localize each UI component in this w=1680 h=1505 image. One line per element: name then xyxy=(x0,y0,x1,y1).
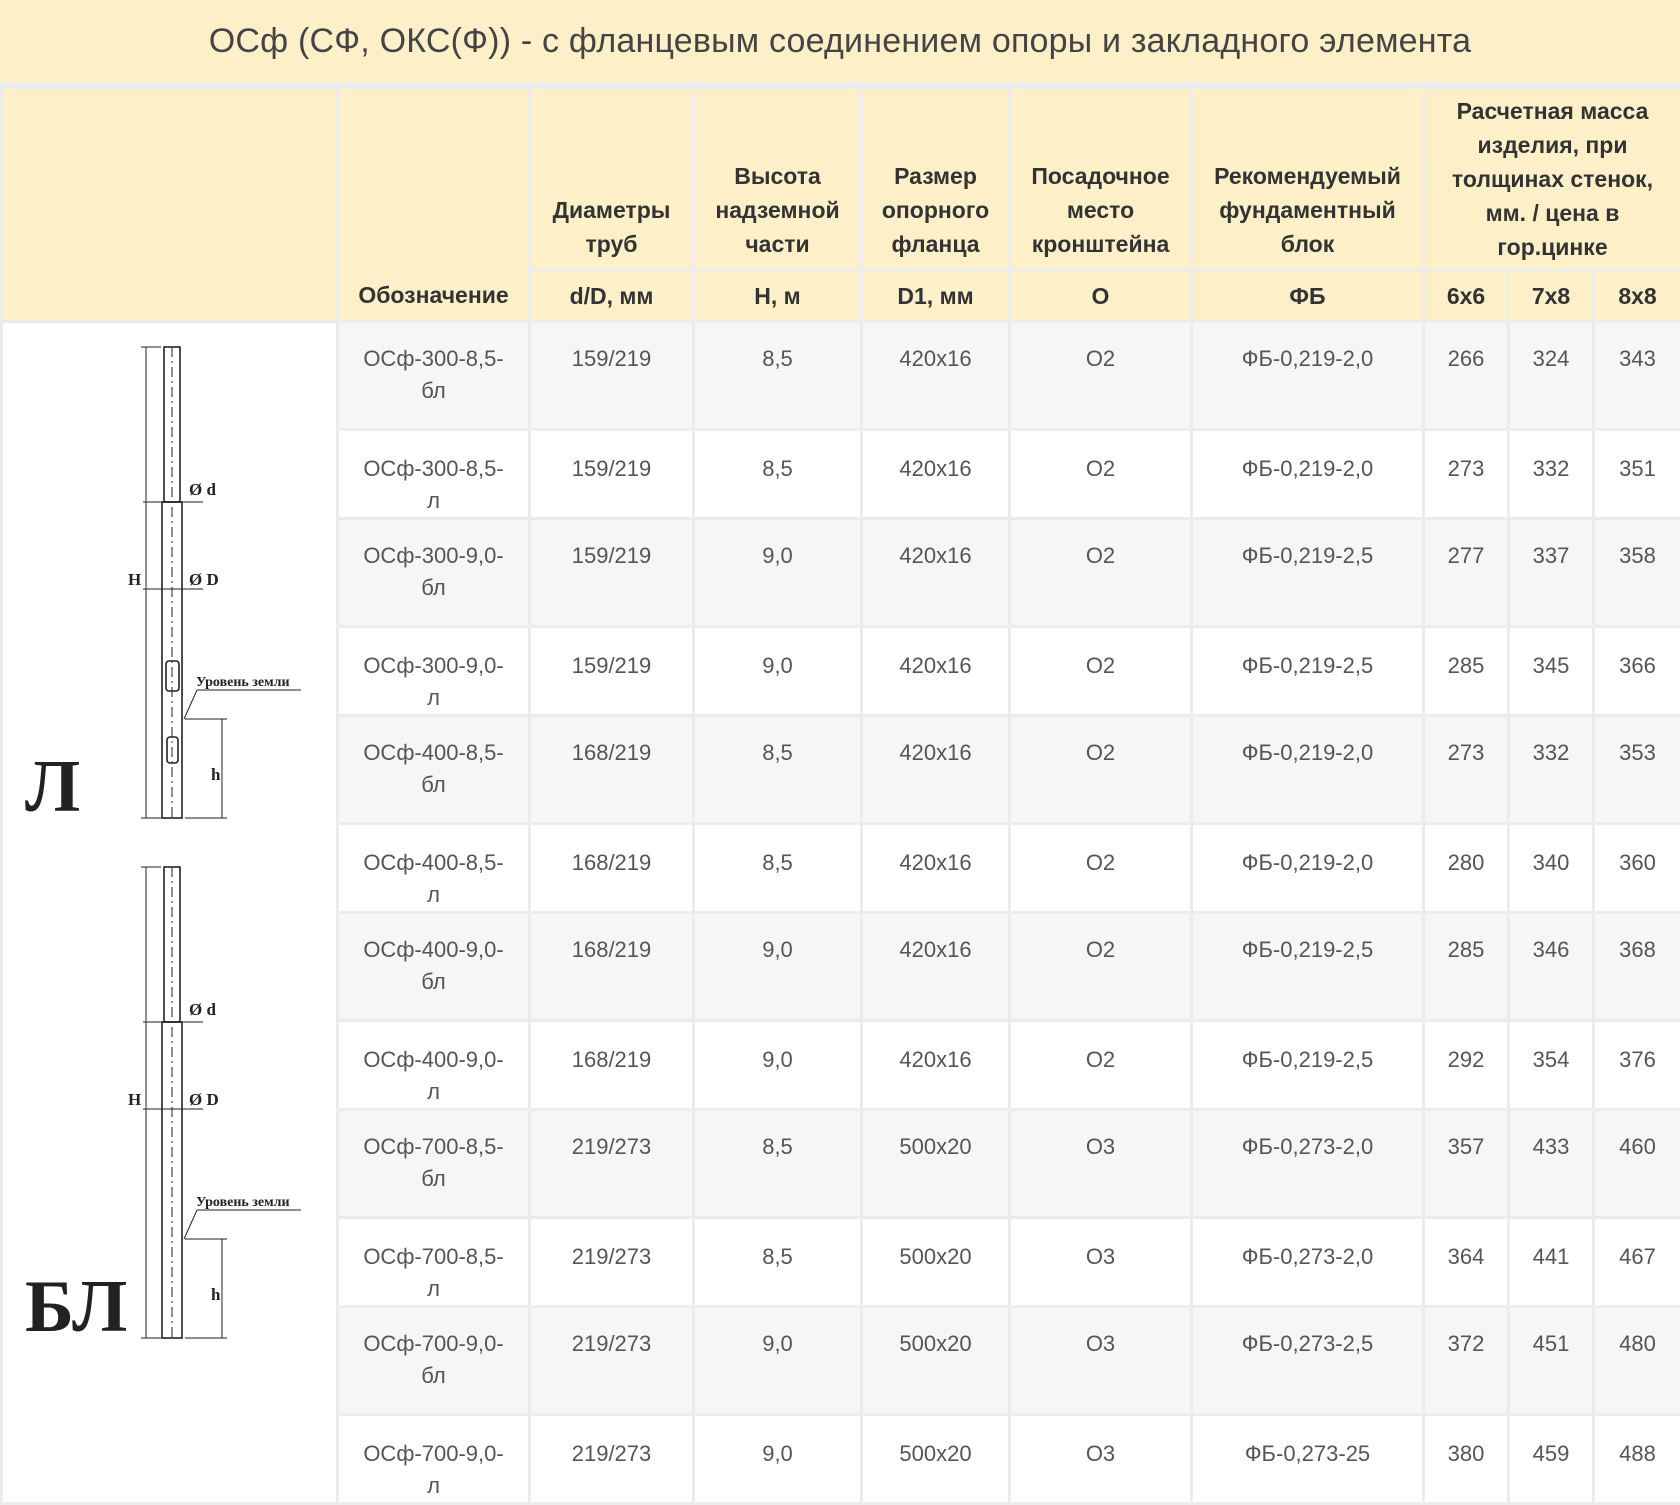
cell-mass-2: 324 xyxy=(1509,322,1594,430)
cell-bracket: О3 xyxy=(1010,1307,1192,1415)
cell-bracket: О2 xyxy=(1010,716,1192,824)
cell-foundation: ФБ-0,219-2,5 xyxy=(1192,913,1424,1021)
cell-diameters: 168/219 xyxy=(530,1021,694,1110)
header-foundation: Рекомендуемый фундаментный блок xyxy=(1192,88,1424,271)
cell-mass-2: 433 xyxy=(1509,1110,1594,1218)
header-flange-units: D1, мм xyxy=(862,271,1010,322)
header-bracket: Посадочное место кронштейна xyxy=(1010,88,1192,271)
cell-flange: 420х16 xyxy=(862,913,1010,1021)
cell-height: 9,0 xyxy=(694,1307,862,1415)
cell-mass-3: 343 xyxy=(1594,322,1680,430)
cell-diameters: 219/273 xyxy=(530,1415,694,1504)
cell-bracket: О2 xyxy=(1010,824,1192,913)
cell-mass-1: 280 xyxy=(1424,824,1509,913)
cell-designation: ОСф-300-8,5-бл xyxy=(338,322,530,430)
cell-mass-1: 277 xyxy=(1424,519,1509,627)
table-row xyxy=(2,322,1680,430)
cell-diameters: 168/219 xyxy=(530,716,694,824)
cell-designation: ОСф-700-9,0-бл xyxy=(338,1307,530,1415)
cell-foundation: ФБ-0,219-2,0 xyxy=(1192,322,1424,430)
spec-table xyxy=(0,86,1680,1505)
cell-height: 9,0 xyxy=(694,1415,862,1504)
cell-mass-2: 332 xyxy=(1509,430,1594,519)
cell-mass-3: 467 xyxy=(1594,1218,1680,1307)
cell-mass-3: 360 xyxy=(1594,824,1680,913)
cell-mass-2: 346 xyxy=(1509,913,1594,1021)
header-wall-size-2: 7х8 xyxy=(1509,271,1594,322)
cell-designation: ОСф-400-9,0-бл xyxy=(338,913,530,1021)
cell-designation: ОСф-300-9,0-л xyxy=(338,627,530,716)
cell-designation: ОСф-400-8,5-бл xyxy=(338,716,530,824)
cell-designation: ОСф-700-8,5-л xyxy=(338,1218,530,1307)
cell-diameters: 219/273 xyxy=(530,1307,694,1415)
cell-designation: ОСф-400-9,0-л xyxy=(338,1021,530,1110)
cell-mass-1: 285 xyxy=(1424,913,1509,1021)
cell-mass-1: 380 xyxy=(1424,1415,1509,1504)
cell-foundation: ФБ-0,219-2,0 xyxy=(1192,716,1424,824)
cell-mass-2: 441 xyxy=(1509,1218,1594,1307)
header-corner xyxy=(2,88,338,322)
cell-height: 9,0 xyxy=(694,519,862,627)
cell-bracket: О2 xyxy=(1010,519,1192,627)
cell-mass-3: 488 xyxy=(1594,1415,1680,1504)
cell-foundation: ФБ-0,273-2,0 xyxy=(1192,1110,1424,1218)
cell-diameters: 219/273 xyxy=(530,1110,694,1218)
cell-mass-1: 273 xyxy=(1424,430,1509,519)
cell-mass-2: 340 xyxy=(1509,824,1594,913)
cell-diameters: 219/273 xyxy=(530,1218,694,1307)
cell-mass-3: 358 xyxy=(1594,519,1680,627)
cell-mass-1: 285 xyxy=(1424,627,1509,716)
pole-bl-small-d-label: Ø d xyxy=(189,1000,216,1019)
cell-diameters: 159/219 xyxy=(530,322,694,430)
cell-flange: 420х16 xyxy=(862,716,1010,824)
cell-height: 8,5 xyxy=(694,1218,862,1307)
table-body xyxy=(2,322,1680,1504)
cell-mass-2: 345 xyxy=(1509,627,1594,716)
header-wall-size-3: 8х8 xyxy=(1594,271,1680,322)
cell-designation: ОСф-700-9,0-л xyxy=(338,1415,530,1504)
header-mass: Расчетная масса изделия, при толщинах стенок, мм. / цена в гор.цинке xyxy=(1424,88,1680,271)
cell-foundation: ФБ-0,219-2,5 xyxy=(1192,627,1424,716)
cell-height: 8,5 xyxy=(694,430,862,519)
pole-bl-depth-label: h xyxy=(211,1285,221,1304)
cell-flange: 500х20 xyxy=(862,1307,1010,1415)
cell-mass-1: 357 xyxy=(1424,1110,1509,1218)
header-height: Высота надземной части xyxy=(694,88,862,271)
cell-mass-3: 368 xyxy=(1594,913,1680,1021)
header-diameters: Диаметры труб xyxy=(530,88,694,271)
cell-diameters: 168/219 xyxy=(530,824,694,913)
header-diameters-units: d/D, мм xyxy=(530,271,694,322)
cell-mass-3: 353 xyxy=(1594,716,1680,824)
cell-height: 9,0 xyxy=(694,1021,862,1110)
cell-mass-1: 273 xyxy=(1424,716,1509,824)
cell-mass-2: 459 xyxy=(1509,1415,1594,1504)
cell-mass-2: 451 xyxy=(1509,1307,1594,1415)
pole-l-ground-label: Уровень земли xyxy=(196,675,290,690)
cell-flange: 500х20 xyxy=(862,1110,1010,1218)
cell-foundation: ФБ-0,219-2,0 xyxy=(1192,824,1424,913)
cell-diameters: 159/219 xyxy=(530,519,694,627)
cell-designation: ОСф-300-9,0-бл xyxy=(338,519,530,627)
cell-mass-3: 460 xyxy=(1594,1110,1680,1218)
cell-bracket: О3 xyxy=(1010,1415,1192,1504)
pole-l-small-d-label: Ø d xyxy=(189,480,216,499)
cell-bracket: О2 xyxy=(1010,627,1192,716)
cell-diameters: 159/219 xyxy=(530,430,694,519)
cell-flange: 420х16 xyxy=(862,519,1010,627)
cell-designation: ОСф-700-8,5-бл xyxy=(338,1110,530,1218)
cell-designation: ОСф-300-8,5-л xyxy=(338,430,530,519)
cell-foundation: ФБ-0,273-25 xyxy=(1192,1415,1424,1504)
cell-height: 8,5 xyxy=(694,322,862,430)
cell-bracket: О2 xyxy=(1010,430,1192,519)
cell-foundation: ФБ-0,273-2,0 xyxy=(1192,1218,1424,1307)
cell-height: 8,5 xyxy=(694,824,862,913)
header-designation: Обозначение xyxy=(338,88,530,322)
header-wall-size-1: 6х6 xyxy=(1424,271,1509,322)
pole-bl-big-d-label: Ø D xyxy=(189,1090,219,1109)
cell-mass-2: 354 xyxy=(1509,1021,1594,1110)
page-title: ОСф (СФ, ОКС(Ф)) - с фланцевым соединением опоры и закладного элемента xyxy=(0,0,1680,86)
cell-mass-1: 292 xyxy=(1424,1021,1509,1110)
pole-drawing xyxy=(2,322,338,1504)
cell-height: 8,5 xyxy=(694,716,862,824)
cell-mass-1: 364 xyxy=(1424,1218,1509,1307)
pole-l-big-d-label: Ø D xyxy=(189,570,219,589)
pole-l-depth-label: h xyxy=(211,765,221,784)
cell-flange: 420х16 xyxy=(862,824,1010,913)
pole-bl-ground-label: Уровень земли xyxy=(196,1195,290,1210)
cell-mass-3: 480 xyxy=(1594,1307,1680,1415)
pole-type-l-label: Л xyxy=(25,746,80,828)
cell-mass-1: 266 xyxy=(1424,322,1509,430)
cell-height: 8,5 xyxy=(694,1110,862,1218)
cell-mass-3: 366 xyxy=(1594,627,1680,716)
cell-foundation: ФБ-0,273-2,5 xyxy=(1192,1307,1424,1415)
cell-mass-2: 337 xyxy=(1509,519,1594,627)
cell-foundation: ФБ-0,219-2,0 xyxy=(1192,430,1424,519)
cell-height: 9,0 xyxy=(694,627,862,716)
cell-foundation: ФБ-0,219-2,5 xyxy=(1192,1021,1424,1110)
cell-designation: ОСф-400-8,5-л xyxy=(338,824,530,913)
pole-type-bl-label: БЛ xyxy=(25,1266,127,1348)
cell-flange: 500х20 xyxy=(862,1415,1010,1504)
cell-flange: 420х16 xyxy=(862,627,1010,716)
cell-foundation: ФБ-0,219-2,5 xyxy=(1192,519,1424,627)
cell-diameters: 168/219 xyxy=(530,913,694,1021)
cell-flange: 420х16 xyxy=(862,1021,1010,1110)
cell-mass-2: 332 xyxy=(1509,716,1594,824)
cell-diameters: 159/219 xyxy=(530,627,694,716)
pole-bl-height-label: H xyxy=(128,1090,141,1109)
cell-mass-3: 376 xyxy=(1594,1021,1680,1110)
cell-bracket: О2 xyxy=(1010,1021,1192,1110)
cell-height: 9,0 xyxy=(694,913,862,1021)
header-bracket-units: О xyxy=(1010,271,1192,322)
pole-l-height-label: H xyxy=(128,570,141,589)
pole-diagram xyxy=(3,323,333,1369)
cell-mass-1: 372 xyxy=(1424,1307,1509,1415)
cell-bracket: О2 xyxy=(1010,322,1192,430)
cell-bracket: О3 xyxy=(1010,1110,1192,1218)
cell-flange: 420х16 xyxy=(862,430,1010,519)
cell-bracket: О3 xyxy=(1010,1218,1192,1307)
cell-mass-3: 351 xyxy=(1594,430,1680,519)
cell-flange: 420х16 xyxy=(862,322,1010,430)
header-flange: Размер опорного фланца xyxy=(862,88,1010,271)
header-foundation-units: ФБ xyxy=(1192,271,1424,322)
cell-flange: 500х20 xyxy=(862,1218,1010,1307)
cell-bracket: О2 xyxy=(1010,913,1192,1021)
header-height-units: H, м xyxy=(694,271,862,322)
